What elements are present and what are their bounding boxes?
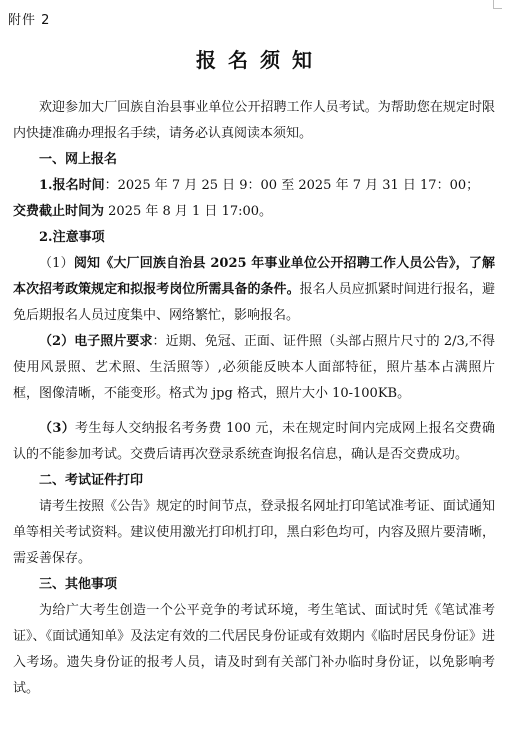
section-3-paragraph: 为给广大考生创造一个公平竞争的考试环境，考生笔试、面试时凭《笔试准考证》、《面试通知单》及法定有效的二代居民身份证或有效期内《临时居民身份证》进入考场。遗失身份证的报考人员，请及时到有关部门补办临时身份证，以免影响考试。 [13, 603, 495, 696]
attachment-label: 附件 2 [8, 13, 51, 28]
section-2-paragraph: 请考生按照《公告》规定的时间节点，登录报名网址打印笔试准考证、面试通知单等相关考试资料。建议使用激光打印机打印，黑白彩色均可，内容及照片要清晰，需妥善保存。 [13, 499, 495, 566]
notes-paragraph-1 [13, 251, 495, 329]
notes-paragraph-1-text: 报名人员应抓紧时间进行报名，避免后期报名人员过度集中、网络繁忙，影响报名。 [13, 282, 495, 323]
notes-paragraph-1-bold: 阅知《大厂回族自治县 2025 年事业单位公开招聘工作人员公告》，了解本次招考政策规定和拟报考岗位所需具备的条件。 [13, 256, 496, 297]
document-title: 报名须知 [196, 48, 324, 72]
registration-time-paragraph [13, 173, 495, 225]
section-1-heading: 一、网上报名 [39, 152, 118, 167]
fee-deadline-label: 交费截止时间为 [13, 204, 105, 219]
notes-paragraph-3-bold: （3） [39, 421, 76, 436]
registration-time-text: ：2025 年 7 月 25 日 9：00 至 2025 年 7 月 31 日 17：00； [104, 178, 480, 193]
notes-paragraph-3 [13, 416, 495, 468]
fee-deadline-text: 2025 年 8 月 1 日 17:00。 [104, 204, 273, 219]
notes-paragraph-1-number: （1） [39, 256, 74, 271]
notes-paragraph-2-bold: （2）电子照片要求 [39, 334, 153, 349]
notes-heading: 2.注意事项 [39, 230, 105, 245]
section-3-heading: 三、其他事项 [39, 577, 118, 592]
section-2-heading: 二、考试证件打印 [39, 473, 144, 488]
document-body [13, 95, 495, 702]
registration-time-label: 1.报名时间 [39, 178, 105, 193]
page-corner-mark [493, 0, 502, 9]
notes-paragraph-3-text: 考生每人交纳报名考务费 100 元，未在规定时间内完成网上报名交费确认的不能参加考试。交费后请再次登录系统查询报名信息，确认是否交费成功。 [13, 421, 496, 462]
notes-paragraph-2 [13, 329, 495, 407]
intro-paragraph: 欢迎参加大厂回族自治县事业单位公开招聘工作人员考试。为帮助您在规定时限内快捷准确办理报名手续，请务必认真阅读本须知。 [13, 100, 495, 141]
notes-paragraph-2-text: ：近期、免冠、正面、证件照（头部占照片尺寸的 2/3,不得使用风景照、艺术照、生活照等）,必须能反映本人面部特征，照片基本占满照片框，图像清晰，不能变形。格式为 jpg 格式，照片大小 10-100KB。 [13, 334, 496, 401]
